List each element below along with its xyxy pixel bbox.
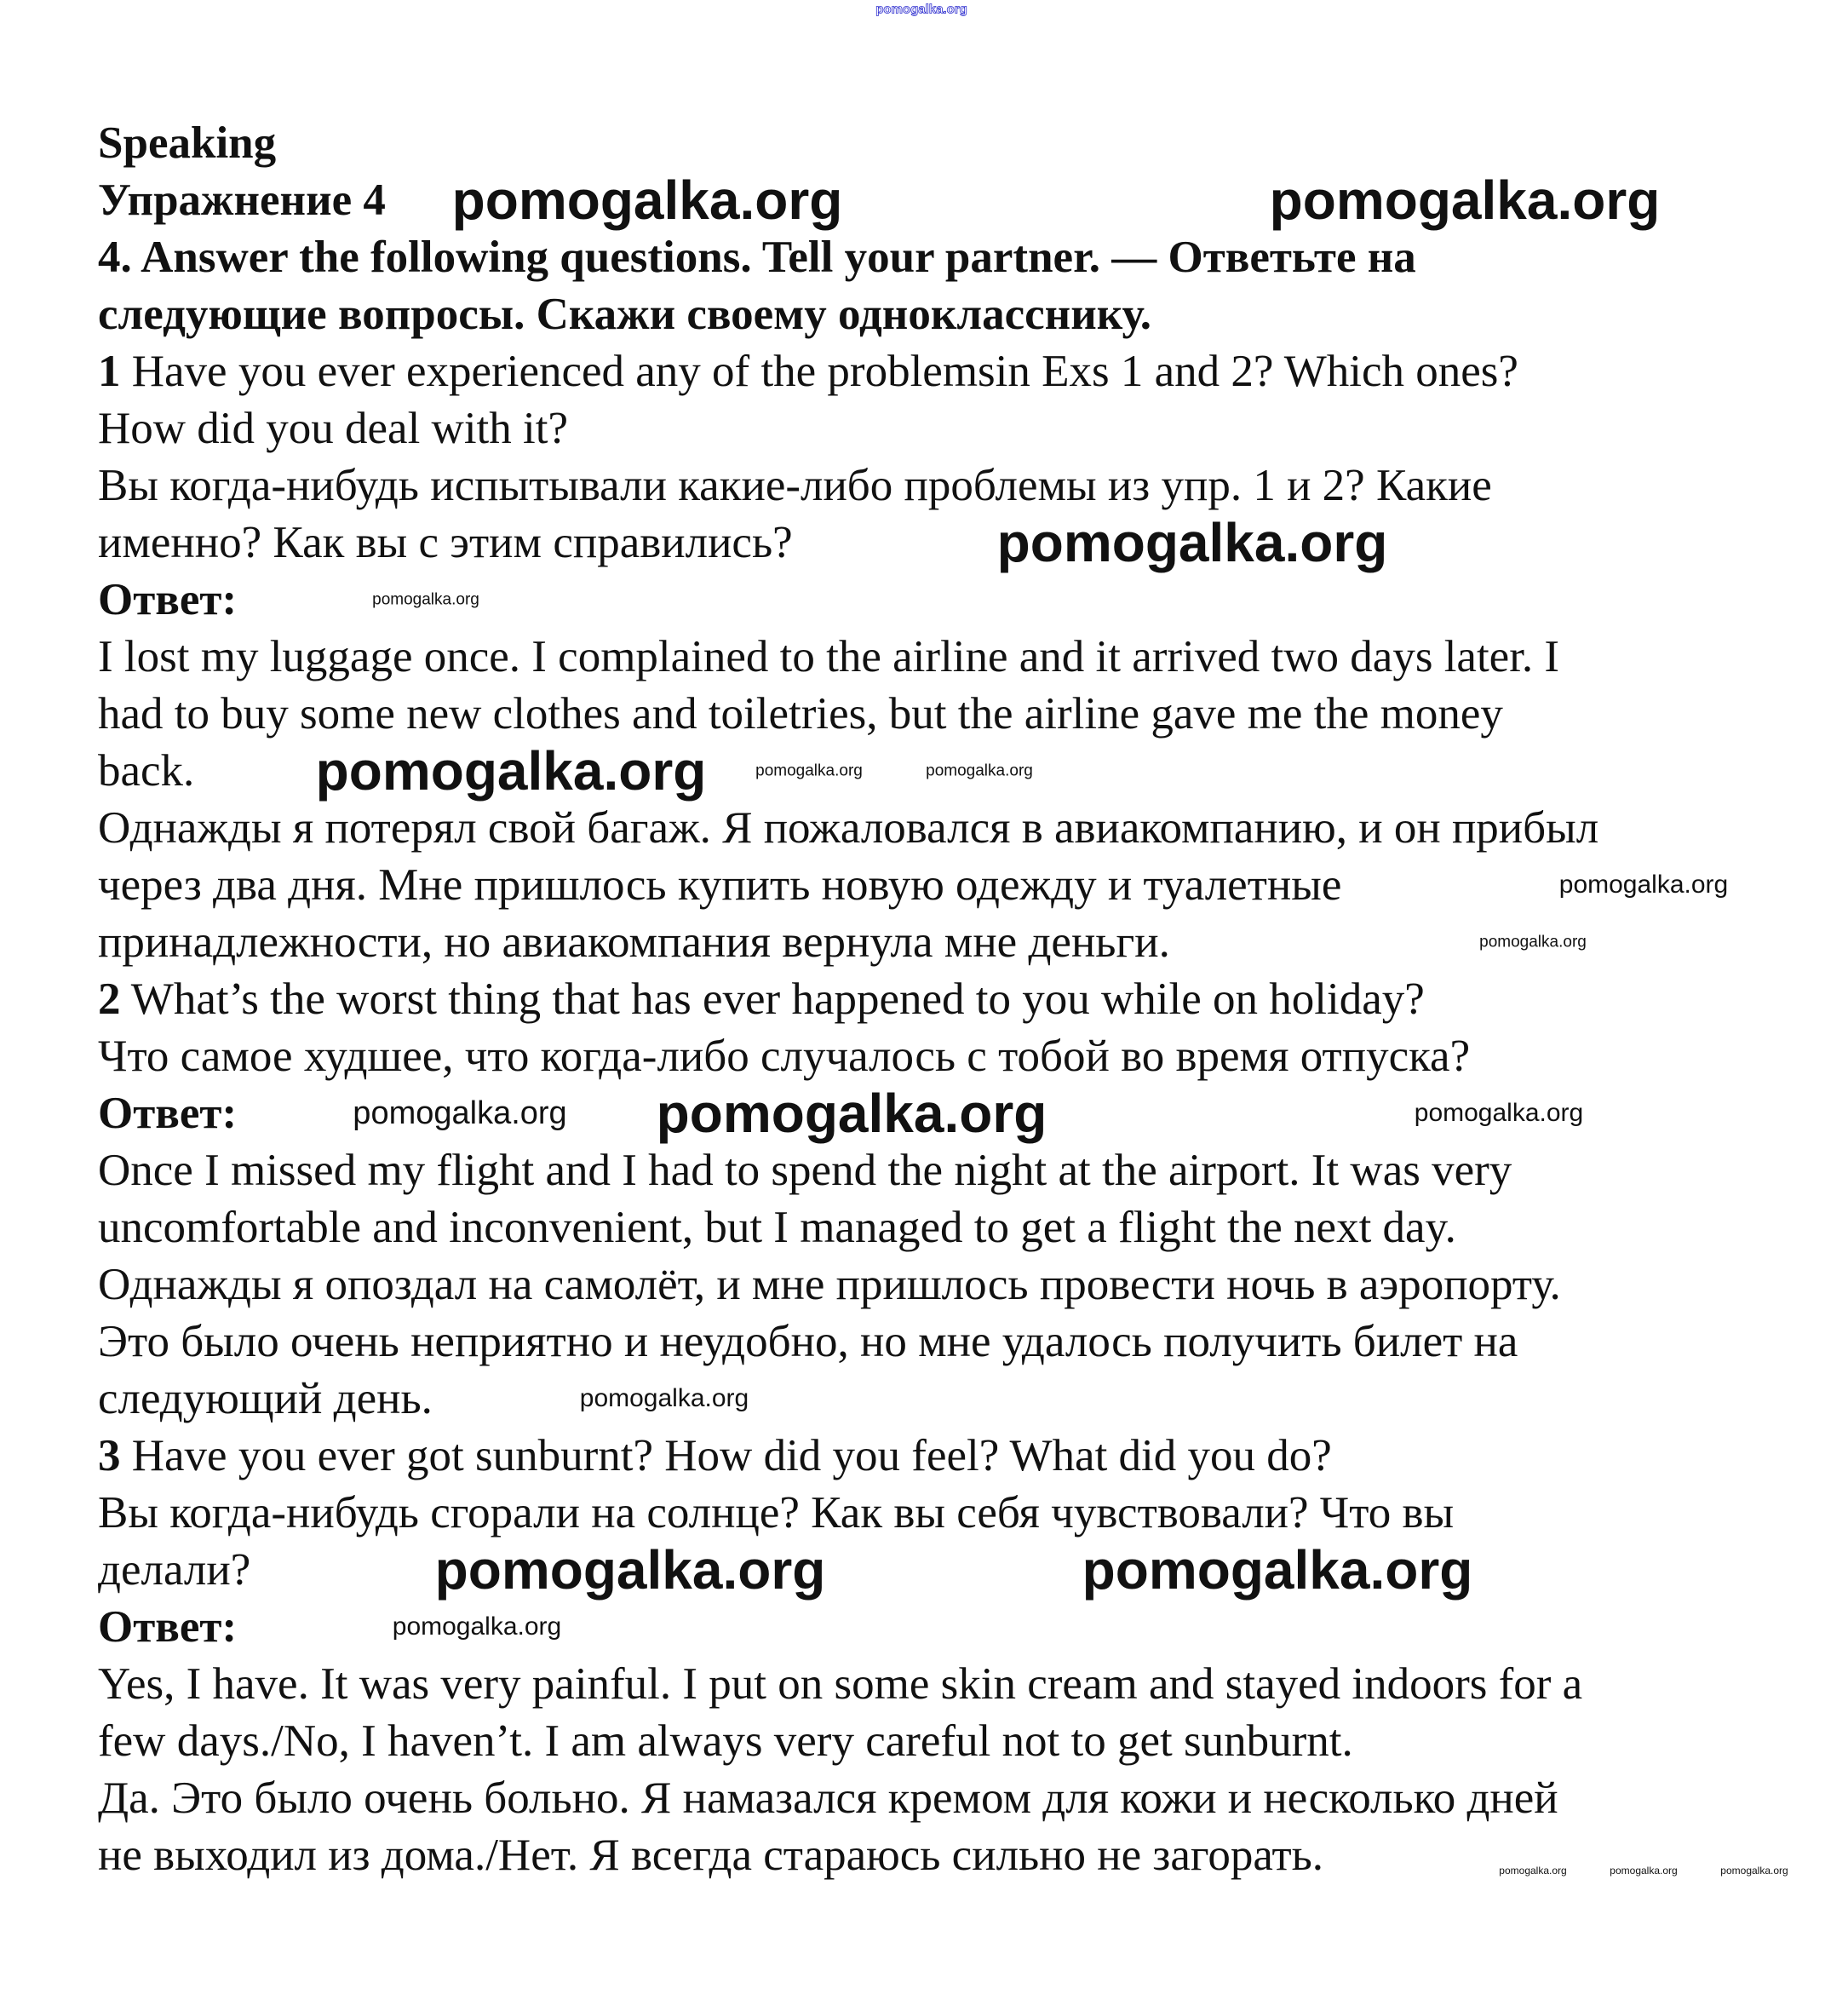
watermark: pomogalka.org bbox=[434, 1539, 826, 1601]
line-text: Have you ever got sunburnt? How did you feel? What did you do? bbox=[120, 1431, 1332, 1480]
text-line bbox=[98, 286, 1151, 343]
line-text: следующий день. bbox=[98, 1374, 433, 1423]
text-line bbox=[98, 1371, 433, 1428]
text-line bbox=[98, 343, 1518, 400]
line-text: Вы когда-нибудь испытывали какие-либо проблемы из упр. 1 и 2? Какие bbox=[98, 461, 1492, 510]
text-line bbox=[98, 914, 1170, 971]
text-line bbox=[98, 1713, 1353, 1770]
watermark: pomogalka.org bbox=[1610, 1865, 1678, 1877]
line-text: следующие вопросы. Скажи своему однокласснику. bbox=[98, 290, 1151, 339]
watermark: pomogalka.org bbox=[579, 1384, 749, 1412]
line-text: Yes, I have. It was very painful. I put on some skin cream and stayed indoors for a bbox=[98, 1659, 1583, 1709]
watermark: pomogalka.org bbox=[1082, 1539, 1473, 1601]
text-line bbox=[98, 400, 568, 457]
line-text: Упражнение 4 bbox=[98, 175, 386, 225]
line-text: I lost my luggage once. I complained to the airline and it arrived two days later. I bbox=[98, 632, 1560, 681]
line-text: Что самое худшее, что когда-либо случалось с тобой во время отпуска? bbox=[98, 1032, 1471, 1081]
text-line bbox=[98, 115, 276, 172]
text-line bbox=[98, 971, 1425, 1028]
text-line bbox=[98, 172, 386, 229]
watermark: pomogalka.org bbox=[353, 1095, 567, 1131]
line-text: How did you deal with it? bbox=[98, 404, 568, 453]
watermark: pomogalka.org bbox=[1720, 1865, 1788, 1877]
line-text: Ответ: bbox=[98, 1602, 238, 1652]
watermark: pomogalka.org bbox=[392, 1612, 562, 1641]
line-text: Have you ever experienced any of the problemsin Exs 1 and 2? Which ones? bbox=[120, 347, 1518, 396]
line-text: uncomfortable and inconvenient, but I managed to get a flight the next day. bbox=[98, 1203, 1456, 1252]
line-text: Вы когда-нибудь сгорали на солнце? Как вы себя чувствовали? Что вы bbox=[98, 1488, 1455, 1538]
text-line bbox=[98, 1542, 250, 1599]
line-text: именно? Как вы с этим справились? bbox=[98, 518, 793, 567]
line-text: few days./No, I haven’t. I am always very careful not to get sunburnt. bbox=[98, 1716, 1353, 1766]
line-text: Once I missed my flight and I had to spend the night at the airport. It was very bbox=[98, 1146, 1512, 1195]
watermark: pomogalka.org bbox=[656, 1083, 1047, 1144]
line-text: had to buy some new clothes and toiletries, but the airline gave me the money bbox=[98, 689, 1503, 739]
watermark: pomogalka.org bbox=[1414, 1099, 1584, 1127]
text-line bbox=[98, 1142, 1512, 1199]
line-text: Это было очень неприятно и неудобно, но мне удалось получить билет на bbox=[98, 1317, 1518, 1366]
line-text: Speaking bbox=[98, 118, 277, 168]
text-line bbox=[98, 1485, 1454, 1542]
text-line bbox=[98, 1028, 1470, 1085]
text-line bbox=[98, 1428, 1332, 1485]
watermark: pomogalka.org bbox=[315, 740, 707, 802]
text-line bbox=[98, 572, 237, 629]
text-line bbox=[98, 1256, 1561, 1313]
watermark: pomogalka.org bbox=[996, 512, 1388, 573]
line-text: 4. Answer the following questions. Tell your partner. — Ответьте на bbox=[98, 233, 1416, 282]
line-text: Ответ: bbox=[98, 575, 238, 624]
question-number: 2 bbox=[98, 974, 121, 1024]
text-line bbox=[98, 800, 1598, 857]
line-text: делали? bbox=[98, 1545, 251, 1595]
line-text: What’s the worst thing that has ever happened to you while on holiday? bbox=[120, 974, 1425, 1024]
text-line bbox=[98, 1770, 1558, 1827]
watermark: pomogalka.org bbox=[1558, 871, 1729, 899]
text-line bbox=[98, 686, 1503, 743]
watermark: pomogalka.org bbox=[1269, 170, 1661, 231]
text-line bbox=[98, 743, 194, 800]
line-text: back. bbox=[98, 746, 195, 796]
text-line bbox=[98, 229, 1416, 286]
line-text: Ответ: bbox=[98, 1089, 238, 1138]
text-line bbox=[98, 1599, 237, 1656]
line-text: Однажды я потерял свой багаж. Я пожаловался в авиакомпанию, и он прибыл bbox=[98, 803, 1599, 853]
text-line bbox=[98, 1827, 1323, 1884]
text-line bbox=[98, 1656, 1582, 1713]
line-text: через два дня. Мне пришлось купить новую одежду и туалетные bbox=[98, 860, 1342, 910]
text-line bbox=[98, 629, 1559, 686]
question-number: 1 bbox=[98, 347, 121, 396]
text-line bbox=[98, 1085, 237, 1142]
watermark: pomogalka.org bbox=[1479, 933, 1587, 951]
text-line bbox=[98, 514, 793, 572]
line-text: не выходил из дома./Нет. Я всегда стараюсь сильно не загорать. bbox=[98, 1831, 1324, 1880]
question-number: 3 bbox=[98, 1431, 121, 1480]
watermark: pomogalka.org bbox=[926, 762, 1033, 780]
text-line bbox=[98, 1313, 1518, 1371]
watermark: pomogalka.org bbox=[451, 170, 843, 231]
line-text: принадлежности, но авиакомпания вернула мне деньги. bbox=[98, 917, 1170, 967]
text-line bbox=[98, 1199, 1456, 1256]
watermark: pomogalka.org bbox=[755, 762, 863, 780]
watermark: pomogalka.org bbox=[372, 590, 479, 609]
line-text: Да. Это было очень больно. Я намазался кремом для кожи и несколько дней bbox=[98, 1773, 1558, 1823]
watermark: pomogalka.org bbox=[1499, 1865, 1567, 1877]
text-line bbox=[98, 857, 1341, 914]
header-watermark: pomogalka.org bbox=[875, 2, 967, 17]
line-text: Однажды я опоздал на самолёт, и мне пришлось провести ночь в аэропорту. bbox=[98, 1260, 1561, 1309]
text-line bbox=[98, 457, 1492, 514]
